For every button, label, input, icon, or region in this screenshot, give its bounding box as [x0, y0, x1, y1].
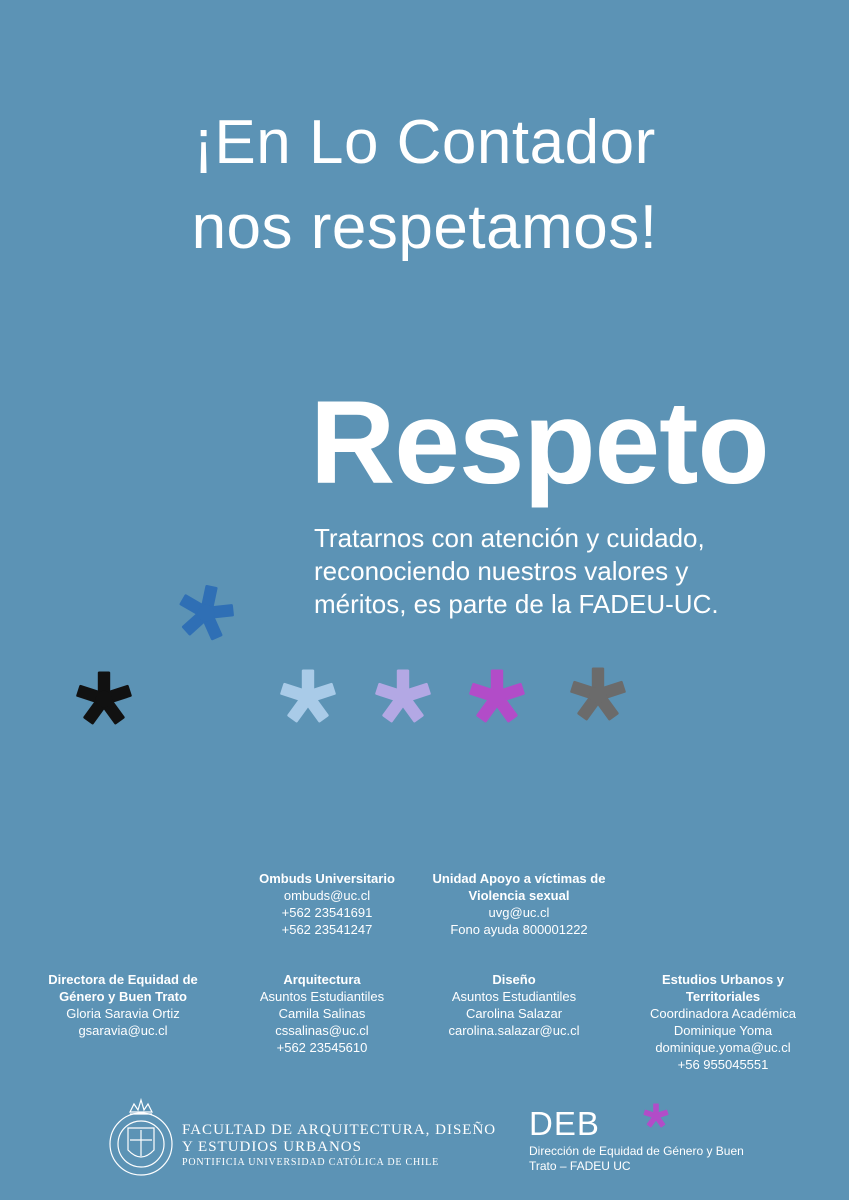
- contact-unidad-title-2: Violencia sexual: [468, 888, 570, 903]
- contact-diseno-name: Carolina Salazar: [465, 1006, 563, 1021]
- contact-diseno: [429, 971, 599, 1039]
- contact-ombuds: [247, 870, 407, 938]
- deb-title: DEB: [529, 1105, 600, 1142]
- deb-asterisk-icon: [642, 1102, 670, 1130]
- deb-line-2: Trato – FADEU UC: [529, 1159, 631, 1173]
- magenta-asterisk-icon: [466, 666, 528, 728]
- gray-asterisk-icon: [567, 664, 629, 726]
- blue-asterisk-icon: [169, 576, 243, 650]
- description-line-3: méritos, es parte de la FADEU-UC.: [314, 589, 719, 619]
- contact-directora-email[interactable]: gsaravia@uc.cl: [78, 1023, 168, 1038]
- black-asterisk-icon: [73, 668, 135, 730]
- contact-ombuds-phone-2: +562 23541247: [281, 922, 373, 937]
- headline: [0, 100, 849, 270]
- contact-unidad-email[interactable]: uvg@uc.cl: [488, 905, 550, 920]
- contact-estudios-title-2: Territoriales: [685, 989, 761, 1004]
- contact-diseno-title: Diseño: [492, 972, 536, 987]
- contact-estudios-role: Coordinadora Académica: [650, 1006, 796, 1021]
- contact-unidad-title-1: Unidad Apoyo a víctimas de: [432, 871, 606, 886]
- faculty-logo-text: [182, 1122, 496, 1170]
- contact-arquitectura-role: Asuntos Estudiantiles: [259, 989, 385, 1004]
- contact-ombuds-email[interactable]: ombuds@uc.cl: [283, 888, 371, 903]
- faculty-line-3: PONTIFICIA UNIVERSIDAD CATÓLICA DE CHILE: [182, 1157, 439, 1168]
- contact-estudios-name: Dominique Yoma: [673, 1023, 773, 1038]
- contact-estudios: [628, 971, 818, 1073]
- description-line-1: Tratarnos con atención y cuidado,: [314, 523, 705, 553]
- contact-arquitectura-name: Camila Salinas: [278, 1006, 366, 1021]
- contact-directora: [33, 971, 213, 1039]
- deb-subtitle: [529, 1144, 744, 1174]
- contact-diseno-role: Asuntos Estudiantiles: [451, 989, 577, 1004]
- contact-arquitectura-phone: +562 23545610: [276, 1040, 368, 1055]
- contact-arquitectura-title: Arquitectura: [283, 972, 361, 987]
- contact-directora-title-1: Directora de Equidad de: [48, 972, 198, 987]
- contact-diseno-email[interactable]: carolina.salazar@uc.cl: [448, 1023, 580, 1038]
- headline-line-2: nos respetamos!: [191, 193, 658, 262]
- description: [314, 522, 719, 621]
- university-crest-icon: [108, 1092, 174, 1178]
- light-blue-asterisk-icon: [277, 666, 339, 728]
- faculty-line-2: Y ESTUDIOS URBANOS: [182, 1139, 362, 1155]
- faculty-line-1: FACULTAD DE ARQUITECTURA, DISEÑO: [182, 1122, 497, 1138]
- contact-unidad-phone: Fono ayuda 800001222: [450, 922, 588, 937]
- contact-ombuds-title: Ombuds Universitario: [259, 871, 395, 886]
- contact-arquitectura-email[interactable]: cssalinas@uc.cl: [275, 1023, 369, 1038]
- contact-directora-name: Gloria Saravia Ortiz: [66, 1006, 180, 1021]
- main-word: Respeto: [310, 377, 769, 509]
- contact-directora-title-2: Género y Buen Trato: [59, 989, 187, 1004]
- contact-unidad: [414, 870, 624, 938]
- description-line-2: reconociendo nuestros valores y: [314, 556, 689, 586]
- contact-estudios-title-1: Estudios Urbanos y: [661, 972, 785, 987]
- deb-line-1: Dirección de Equidad de Género y Buen: [529, 1144, 744, 1158]
- contact-arquitectura: [237, 971, 407, 1056]
- contact-estudios-phone: +56 955045551: [677, 1057, 769, 1072]
- lavender-asterisk-icon: [372, 666, 434, 728]
- headline-line-1: ¡En Lo Contador: [193, 108, 656, 177]
- contact-estudios-email[interactable]: dominique.yoma@uc.cl: [655, 1040, 791, 1055]
- contact-ombuds-phone-1: +562 23541691: [281, 905, 373, 920]
